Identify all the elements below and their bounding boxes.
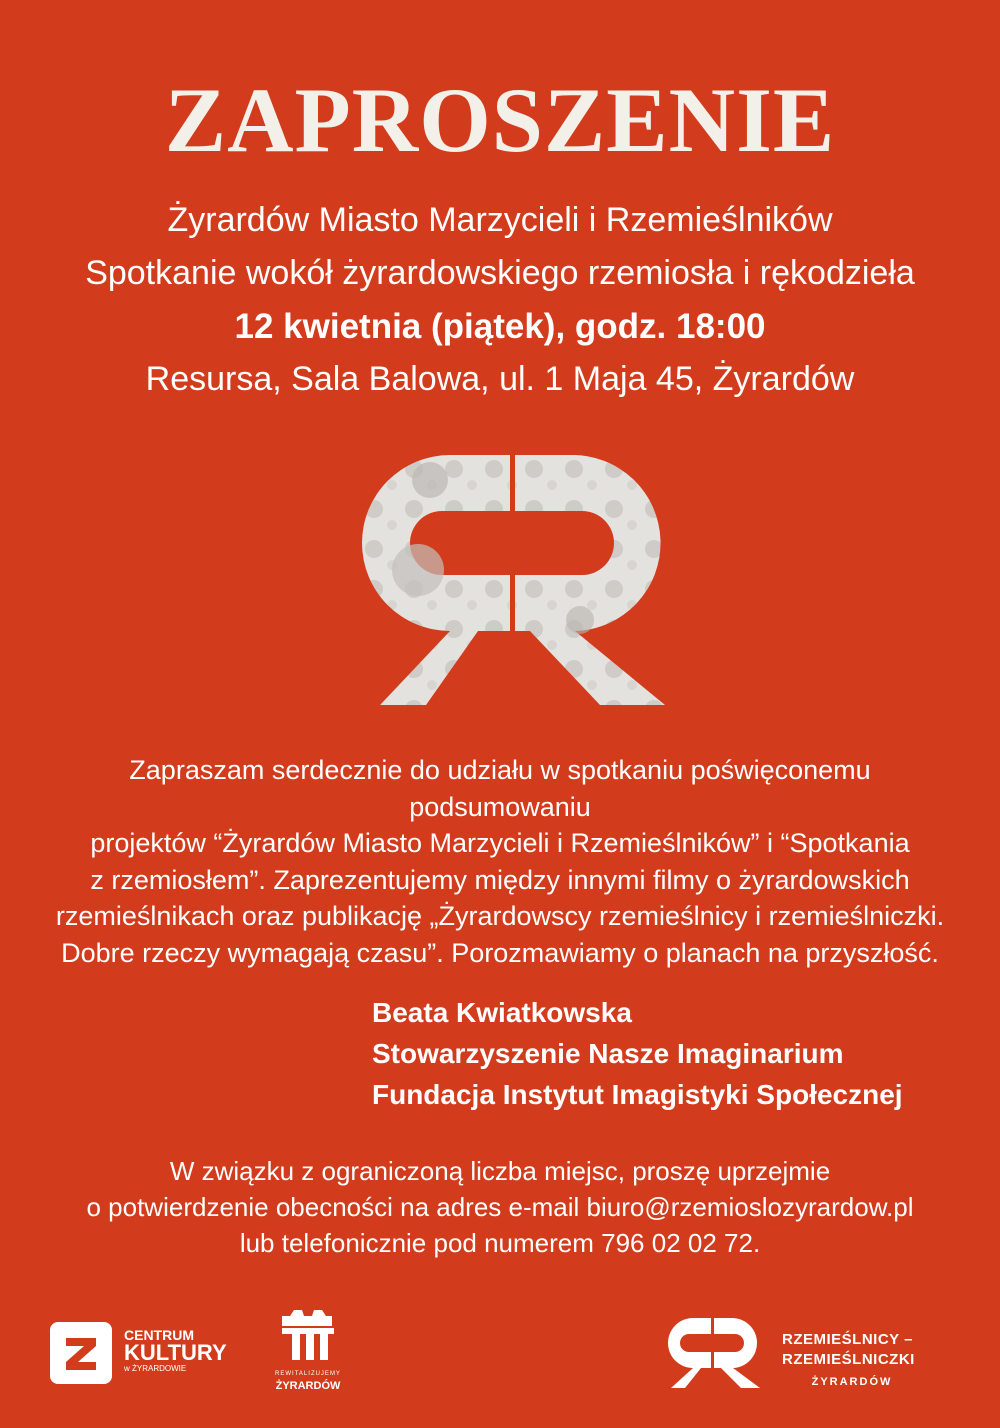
invitation-body (40, 752, 960, 971)
event-subtitle-1: Żyrardów Miasto Marzycieli i Rzemieślników (167, 201, 833, 239)
signature (372, 992, 903, 1115)
gear-icon (268, 1308, 348, 1368)
event-date: 12 kwietnia (piątek), godz. 18:00 (234, 307, 766, 346)
signature-org-1: Stowarzyszenie Nasze Imaginarium (372, 1038, 844, 1069)
rewit-line-2: ŻYRARDÓW (275, 1380, 341, 1392)
rsvp-info (0, 1153, 1000, 1261)
rsvp-line: o potwierdzenie obecności na adres e-mail biuro@rzemioslozyrardow.pl (86, 1192, 914, 1222)
rr-logo-small (665, 1318, 760, 1388)
ck-line-1: CENTRUM (124, 1327, 194, 1343)
body-line: Zapraszam serdecznie do udziału w spotkaniu poświęconemu podsumowaniu (129, 755, 871, 822)
ck-line-3: w ŻYRARDOWIE (124, 1364, 187, 1373)
body-line: z rzemiosłem”. Zaprezentujemy między innymi filmy o żyrardowskich (90, 864, 910, 895)
body-line: Dobre rzeczy wymagają czasu”. Porozmawiamy o planach na przyszłość. (61, 937, 939, 968)
rr-text (782, 1330, 922, 1392)
footer-logos (0, 1300, 1000, 1410)
ck-line-2: KULTURY (124, 1340, 227, 1365)
rr-logo-large (360, 455, 665, 705)
event-place: Resursa, Sala Balowa, ul. 1 Maja 45, Żyrardów (145, 360, 855, 398)
rr-line-2: RZEMIEŚLNICZKI (782, 1351, 915, 1368)
rewitalizujemy-logo (268, 1308, 348, 1398)
rr-line-3: ŻYRARDÓW (811, 1376, 893, 1388)
rsvp-line: lub telefonicznie pod numerem 796 02 02 72. (239, 1228, 761, 1258)
centrum-kultury-logo (50, 1322, 250, 1382)
event-info (0, 194, 1000, 406)
ck-box-icon (50, 1322, 112, 1384)
signature-org-2: Fundacja Instytut Imagistyki Społecznej (372, 1079, 903, 1110)
rr-line-1: RZEMIEŚLNICY – (782, 1331, 913, 1348)
rewit-line-1: REWITALIZUJEMY (275, 1371, 341, 1377)
body-line: rzemieślnikach oraz publikację „Żyrardowscy rzemieślnicy i rzemieślniczki. (55, 901, 945, 931)
page-title: ZAPROSZENIE (164, 69, 836, 171)
event-subtitle-2: Spotkanie wokół żyrardowskiego rzemiosła i rękodzieła (85, 254, 915, 292)
body-line: projektów “Żyrardów Miasto Marzycieli i Rzemieślników” i “Spotkania (90, 828, 910, 858)
rsvp-line: W związku z ograniczoną liczba miejsc, proszę uprzejmie (169, 1156, 831, 1186)
signature-name: Beata Kwiatkowska (372, 997, 632, 1028)
